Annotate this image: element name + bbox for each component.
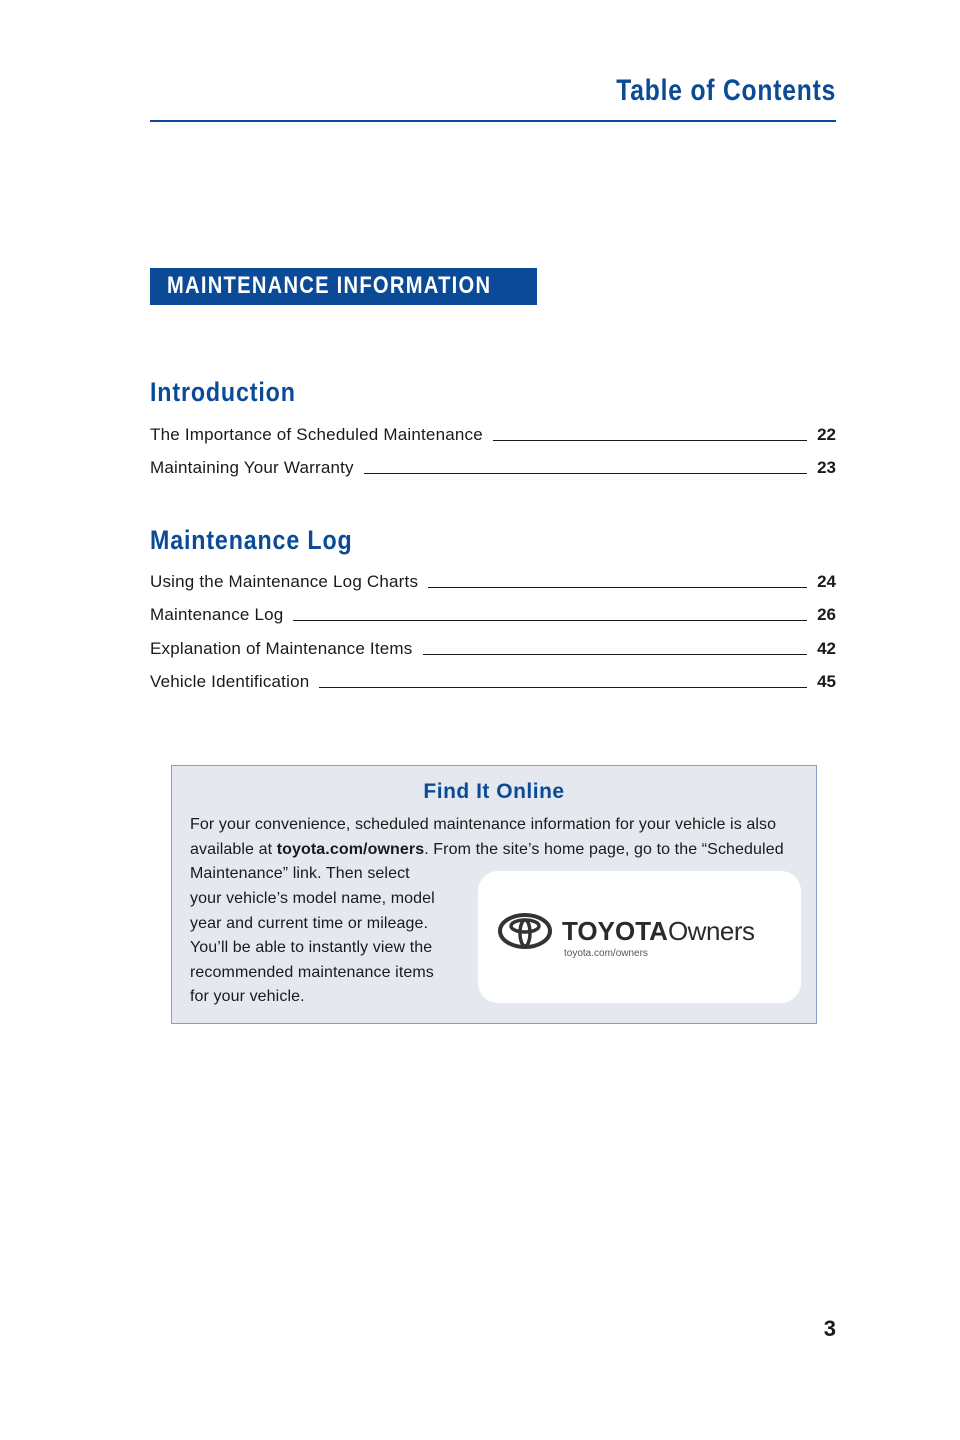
online-text-suffix: . From the site’s home page, go to the “Scheduled <box>424 841 784 858</box>
toc-entry-page: 23 <box>817 458 836 477</box>
page-number: 3 <box>823 1316 836 1341</box>
toc-leader-line <box>364 473 807 474</box>
online-text-line: year and current time or mileage. <box>190 915 429 932</box>
find-it-online-box <box>171 765 817 1024</box>
wordmark-owners: Owners <box>667 916 755 946</box>
toc-entry[interactable] <box>150 423 836 445</box>
toc-entry[interactable] <box>150 637 836 659</box>
toyota-owners-wordmark <box>562 916 755 947</box>
toc-entry-page: 24 <box>817 572 836 591</box>
toc-leader-line <box>423 654 808 655</box>
toc-entry-page: 22 <box>817 425 836 444</box>
group-heading-maintenance-log: Maintenance Log <box>150 525 353 555</box>
toc-entry-label: The Importance of Scheduled Maintenance <box>150 425 483 444</box>
owners-site-link[interactable]: toyota.com/owners <box>276 841 425 858</box>
page-title: Table of Contents <box>616 74 836 107</box>
toc-entry-label: Maintenance Log <box>150 605 284 624</box>
toc-entry[interactable] <box>150 603 836 625</box>
online-text-prefix: available at <box>190 841 277 858</box>
group-heading-introduction: Introduction <box>150 377 296 407</box>
toc-entry-label: Vehicle Identification <box>150 672 310 691</box>
toc-leader-line <box>319 687 807 688</box>
online-text-line: Maintenance” link. Then select <box>190 865 410 882</box>
title-rule <box>150 120 836 122</box>
section-banner-label: MAINTENANCE INFORMATION <box>167 272 492 299</box>
online-text-line: your vehicle’s model name, model <box>190 890 435 907</box>
toc-leader-line <box>428 587 807 588</box>
toc-entry-page: 45 <box>817 672 836 691</box>
toc-entry[interactable] <box>150 570 836 592</box>
toc-leader-line <box>493 440 807 441</box>
online-text-line: You’ll be able to instantly view the <box>190 939 433 956</box>
online-text-line <box>190 841 784 859</box>
toc-entry-page: 26 <box>817 605 836 624</box>
online-text-line: For your convenience, scheduled maintenance information for your vehicle is also <box>190 816 777 833</box>
wordmark-toyota: TOYOTA <box>562 916 668 946</box>
toc-entry-label: Using the Maintenance Log Charts <box>150 572 419 591</box>
toc-entry[interactable] <box>150 670 836 692</box>
find-it-online-title: Find It Online <box>423 780 565 803</box>
toyota-emblem-icon <box>498 913 552 949</box>
toyota-owners-logo-panel <box>478 871 801 1003</box>
logo-url-text: toyota.com/owners <box>564 948 648 959</box>
toc-entry[interactable] <box>150 456 836 478</box>
online-text-line: for your vehicle. <box>190 988 305 1005</box>
toc-leader-line <box>293 620 807 621</box>
toc-entry-label: Explanation of Maintenance Items <box>150 639 413 658</box>
online-text-line: recommended maintenance items <box>190 964 434 981</box>
toc-entry-page: 42 <box>817 639 836 658</box>
section-banner <box>150 268 537 305</box>
toc-entry-label: Maintaining Your Warranty <box>150 458 354 477</box>
